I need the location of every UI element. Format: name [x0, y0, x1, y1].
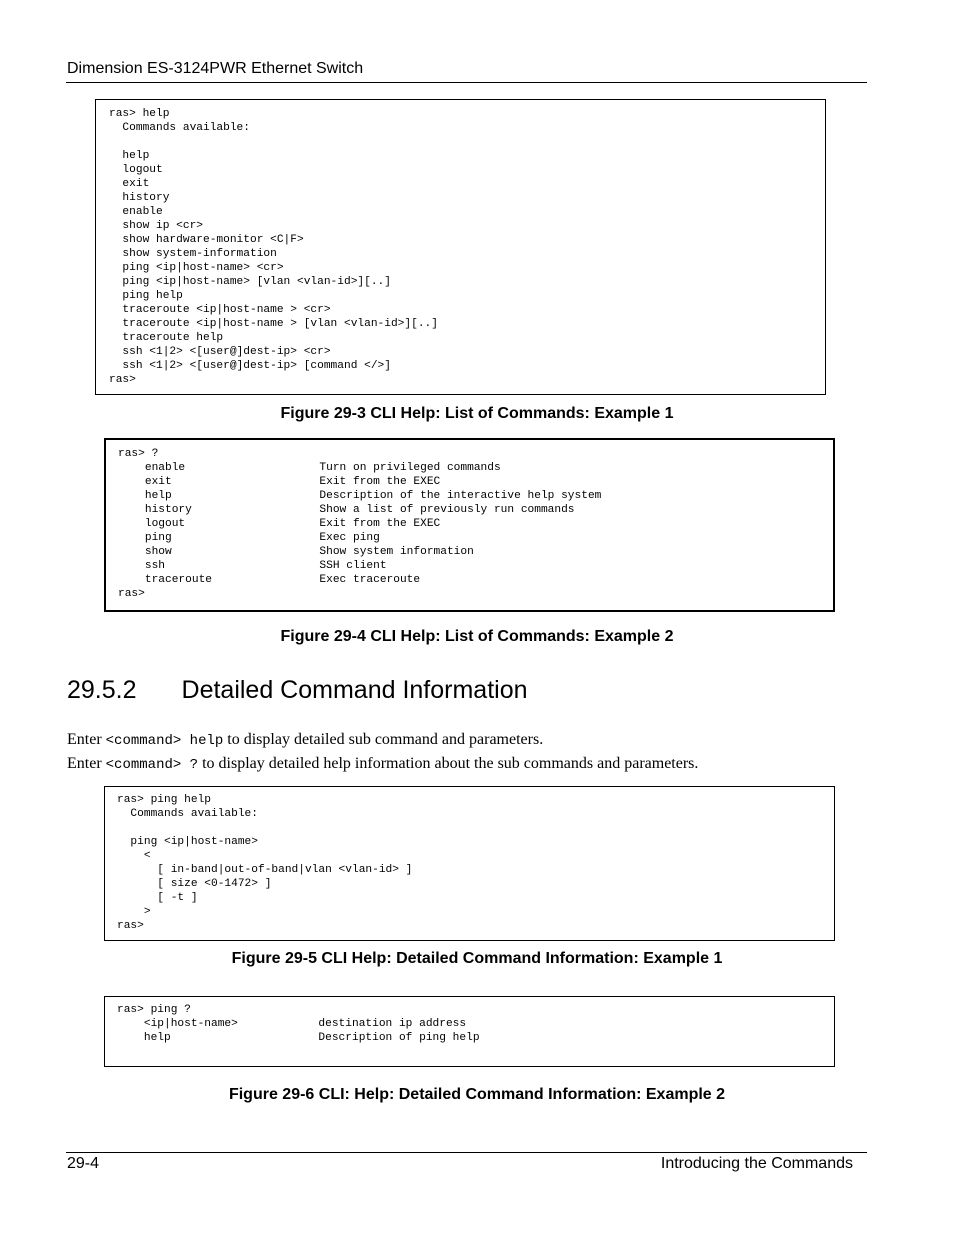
code-block-figure-29-5: ras> ping help Commands available: ping <ip|host-name> < [ in-band|out-of-band|vlan <vlan-id> ] [ size <0-1472> ] [ -t ] > ras>	[104, 786, 835, 941]
page-number: 29-4	[67, 1155, 100, 1172]
section-number: 29.5.2	[67, 676, 137, 704]
footer-rule	[66, 1152, 867, 1153]
inline-code-question: <command> ?	[105, 757, 199, 773]
figure-caption-29-6: Figure 29-6 CLI: Help: Detailed Command Information: Example 2	[228, 1086, 726, 1103]
code-block-figure-29-6: ras> ping ? <ip|host-name> destination ip address help Description of ping help	[104, 996, 835, 1067]
code-block-figure-29-3: ras> help Commands available: help logout exit history enable show ip <cr> show hardware-monitor <C|F> show system-information ping <ip|host-name> <cr> ping <ip|host-name> [vlan <vlan-id>][..] ping help traceroute <ip|host-name > <cr> traceroute <ip|host-name > [vlan <vlan-id>][..] traceroute help ssh <1|2> <[user@]dest-ip> <cr> ssh <1|2> <[user@]dest-ip> [command </>] ras>	[95, 99, 826, 395]
figure-caption-29-3: Figure 29-3 CLI Help: List of Commands: Example 1	[280, 405, 674, 422]
figure-caption-29-5: Figure 29-5 CLI Help: Detailed Command Information: Example 1	[231, 950, 723, 967]
paragraph-question: Enter <command> ? to display detailed help information about the sub commands and parameters.	[67, 755, 699, 773]
header-rule	[66, 82, 867, 83]
figure-caption-29-4: Figure 29-4 CLI Help: List of Commands: Example 2	[280, 628, 674, 645]
paragraph-help: Enter <command> help to display detailed sub command and parameters.	[67, 731, 544, 749]
section-title: Detailed Command Information	[181, 676, 528, 704]
section-heading	[67, 676, 528, 705]
inline-code-help: <command> help	[105, 733, 224, 749]
running-header: Dimension ES-3124PWR Ethernet Switch	[67, 60, 364, 77]
chapter-title: Introducing the Commands	[660, 1155, 853, 1172]
code-block-figure-29-4: ras> ? enable Turn on privileged commands exit Exit from the EXEC help Description of the interactive help system history Show a list of previously run commands logout Exit from the EXEC ping Exec ping show Show system information ssh SSH client traceroute Exec traceroute ras>	[104, 438, 835, 612]
